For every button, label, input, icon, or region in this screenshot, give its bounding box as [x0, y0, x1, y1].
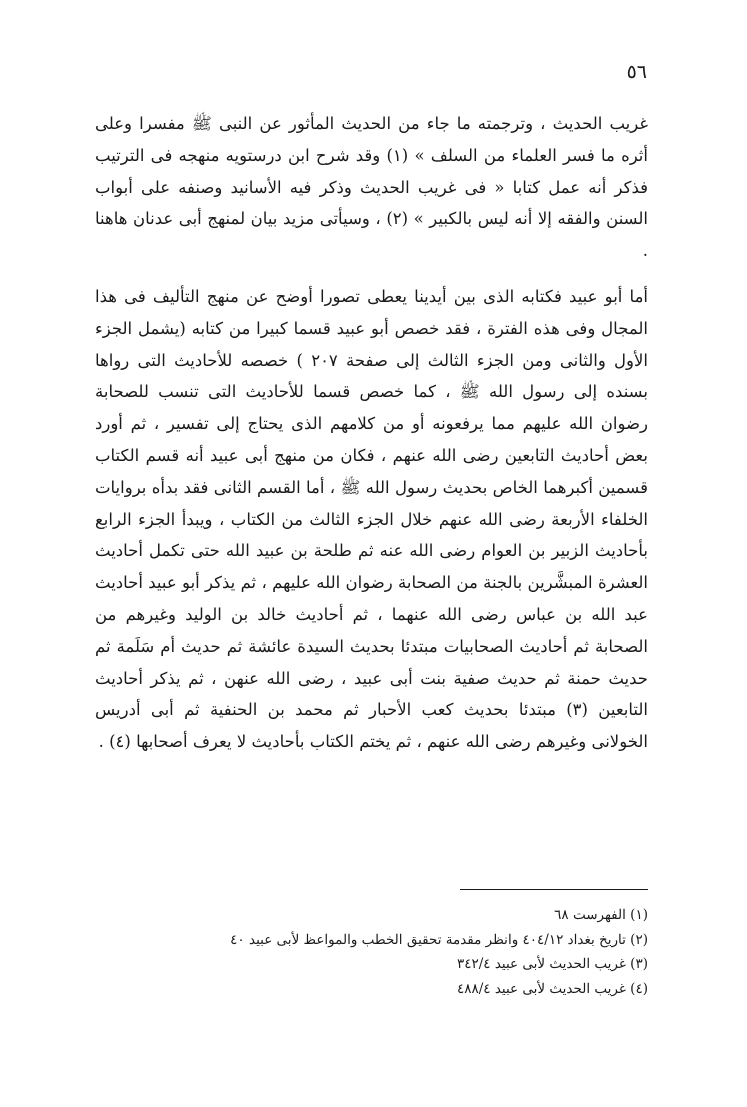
footnotes [95, 903, 648, 1001]
footnote-3: (٣) غريب الحديث لأبى عبيد ٣٤٢/٤ [456, 956, 648, 972]
footnote-1: (١) الفهرست ٦٨ [554, 907, 648, 923]
paragraph-2: أما أبو عبيد فكتابه الذى بين أيدينا يعطى تصورا أوضح عن منهج التأليف فى هذا المجال وفى هذه الفترة ، فقد خصص أبو عبيد قسما كبيرا من كتابه (يشمل الجزء الأول والثانى ومن الجزء الثالث إلى صفحة ٢٠٧ ) خصصه للأحاديث التى رواها بسنده إلى رسول الله ﷺ ، كما خصص قسما للأحاديث التى تنسب للصحابة رضوان الله عليهم مما يرفعونه أو من كلامهم الذى يحتاج إلى تفسير ، ثم أورد بعض أحاديث التابعين رضى الله عنهم ، فكان من منهج أبى عبيد أنه قسم الكتاب قسمين أكبرهما الخاص بحديث رسول الله ﷺ ، أما القسم الثانى فقد بدأه بروايات الخلفاء الأربعة رضى الله عنهم خلال الجزء الثالث من الكتاب ، ويبدأ الجزء الرابع بأحاديث الزبير بن العوام رضى الله عنه ثم طلحة بن عبيد الله حتى تكمل أحاديث العشرة المبشَّرين بالجنة من الصحابة رضوان الله عليهم ، ثم يذكر أبو عبيد أحاديث عبد الله بن عباس رضى الله عنهما ، ثم أحاديث خالد بن الوليد وغيرهم من الصحابة ثم أحاديث الصحابيات مبتدئا بحديث السيدة عائشة ثم حديث أم سَلَمة ثم حديث حمنة ثم حديث صفية بنت أبى عبيد ، رضى الله عنهن ، ثم يذكر أحاديث التابعين (٣) مبتدئا بحديث كعب الأحبار ثم محمد بن الحنفية ثم أبى أدريس الخولانى وغيرهم رضى الله عنهم ، ثم يختم الكتاب بأحاديث لا يعرف أصحابها (٤) . [95, 286, 648, 752]
footnote-2: (٢) تاريخ بغداد ٤٠٤/١٢ وانظر مقدمة تحقيق الخطب والمواعظ لأبى عبيد ٤٠ [230, 931, 648, 948]
body-text [95, 108, 648, 758]
footnote-4: (٤) غريب الحديث لأبى عبيد ٤٨٨/٤ [456, 980, 648, 997]
paragraph-1: غريب الحديث ، وترجمته ما جاء من الحديث المأثور عن النبى ﷺ مفسرا وعلى أثره ما فسر العلماء من السلف » (١) وقد شرح ابن درستويه منهجه فى الترتيب فذكر أنه عمل كتابا « فى غريب الحديث وذكر فيه الأسانيد وصنفه على أبواب السنن والفقه إلا أنه ليس بالكبير » (٢) ، وسيأتى مزيد بيان لمنهج أبى عدنان هاهنا . [95, 114, 649, 261]
page-number: ٥٦ [626, 61, 647, 83]
footnote-separator [460, 889, 648, 890]
